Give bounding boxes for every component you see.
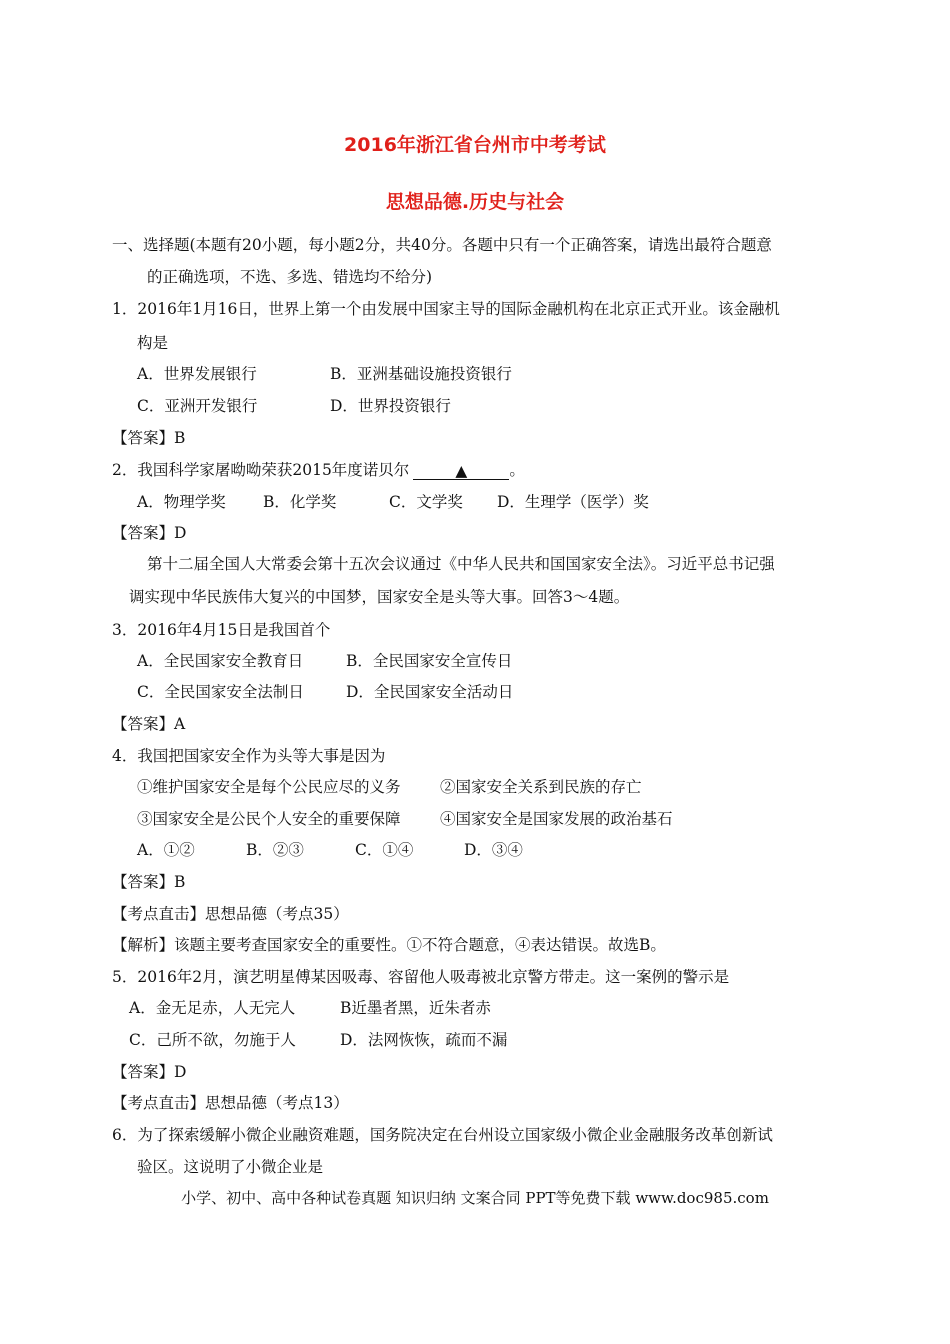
q4-statement-1: ①维护国家安全是每个公民应尽的义务	[137, 778, 401, 796]
q1-option-a: A．世界发展银行	[137, 365, 257, 383]
q3-stem: 3．2016年4月15日是我国首个	[112, 621, 331, 639]
q1-stem-cont: 构是	[137, 334, 169, 352]
q4-option-b: B．②③	[246, 841, 304, 859]
q2-option-b: B．化学奖	[263, 493, 337, 511]
material-line-2: 调实现中华民族伟大复兴的中国梦，国家安全是头等大事。回答3～4题。	[129, 588, 630, 606]
material-line-1: 第十二届全国人大常委会第十五次会议通过《中华人民共和国国家安全法》。习近平总书记强	[147, 555, 775, 573]
q5-option-d: D．法网恢恢，疏而不漏	[340, 1031, 508, 1049]
q1-option-c: C．亚洲开发银行	[137, 397, 258, 415]
q3-option-c: C．全民国家安全法制日	[137, 683, 304, 701]
q5-key-point: 【考点直击】思想品德（考点13）	[112, 1094, 349, 1112]
q3-option-b: B．全民国家安全宣传日	[346, 652, 513, 670]
q6-stem-cont: 验区。这说明了小微企业是	[137, 1158, 324, 1176]
q4-analysis: 【解析】该题主要考查国家安全的重要性。①不符合题意，④表达错误。故选B。	[112, 936, 666, 954]
q3-answer: 【答案】A	[112, 715, 186, 733]
q4-answer: 【答案】B	[112, 873, 186, 891]
q3-option-a: A．全民国家安全教育日	[137, 652, 304, 670]
q2-answer: 【答案】D	[112, 524, 187, 542]
q1-stem: 1．2016年1月16日，世界上第一个由发展中国家主导的国际金融机构在北京正式开业。该金融机	[112, 300, 780, 318]
q2-option-c: C．文学奖	[389, 493, 463, 511]
q5-stem: 5．2016年2月，演艺明星傅某因吸毒、容留他人吸毒被北京警方带走。这一案例的警示是	[112, 968, 730, 986]
page-footer: 小学、初中、高中各种试卷真题 知识归纳 文案合同 PPT等免费下载 www.doc985.com	[181, 1189, 769, 1207]
q2-stem-text: 2．我国科学家屠呦呦荣获2015年度诺贝尔	[112, 461, 410, 479]
q4-key-point: 【考点直击】思想品德（考点35）	[112, 905, 349, 923]
q5-option-c: C．己所不欲，勿施于人	[129, 1031, 296, 1049]
q1-option-b: B．亚洲基础设施投资银行	[330, 365, 512, 383]
section-header-cont: 的正确选项，不选、多选、错选均不给分)	[147, 268, 433, 286]
q5-answer: 【答案】D	[112, 1063, 187, 1081]
q2-option-d: D．生理学（医学）奖	[497, 493, 649, 511]
q1-option-d: D．世界投资银行	[330, 397, 451, 415]
q2-stem-end: 。	[509, 461, 525, 479]
q4-statement-2: ②国家安全关系到民族的存亡	[440, 778, 642, 796]
q2-stem	[112, 460, 525, 480]
q4-option-c: C．①④	[355, 841, 414, 859]
q5-option-b: B近墨者黑，近朱者赤	[340, 999, 491, 1017]
q2-option-a: A．物理学奖	[137, 493, 226, 511]
exam-subtitle: 思想品德.历史与社会	[385, 191, 565, 213]
q4-statement-4: ④国家安全是国家发展的政治基石	[440, 810, 673, 828]
q4-statement-3: ③国家安全是公民个人安全的重要保障	[137, 810, 401, 828]
q4-stem: 4．我国把国家安全作为头等大事是因为	[112, 747, 386, 765]
q2-answer-blank: ▲	[413, 463, 509, 480]
q3-option-d: D．全民国家安全活动日	[346, 683, 514, 701]
q1-answer: 【答案】B	[112, 429, 186, 447]
q4-option-a: A．①②	[137, 841, 195, 859]
q4-option-d: D．③④	[464, 841, 523, 859]
q5-option-a: A．金无足赤，人无完人	[129, 999, 296, 1017]
section-header: 一、选择题(本题有20小题，每小题2分，共40分。各题中只有一个正确答案，请选出最符合题意	[112, 236, 772, 254]
q6-stem: 6．为了探索缓解小微企业融资难题，国务院决定在台州设立国家级小微企业金融服务改革创新试	[112, 1126, 773, 1144]
exam-title: 2016年浙江省台州市中考考试	[344, 134, 606, 156]
